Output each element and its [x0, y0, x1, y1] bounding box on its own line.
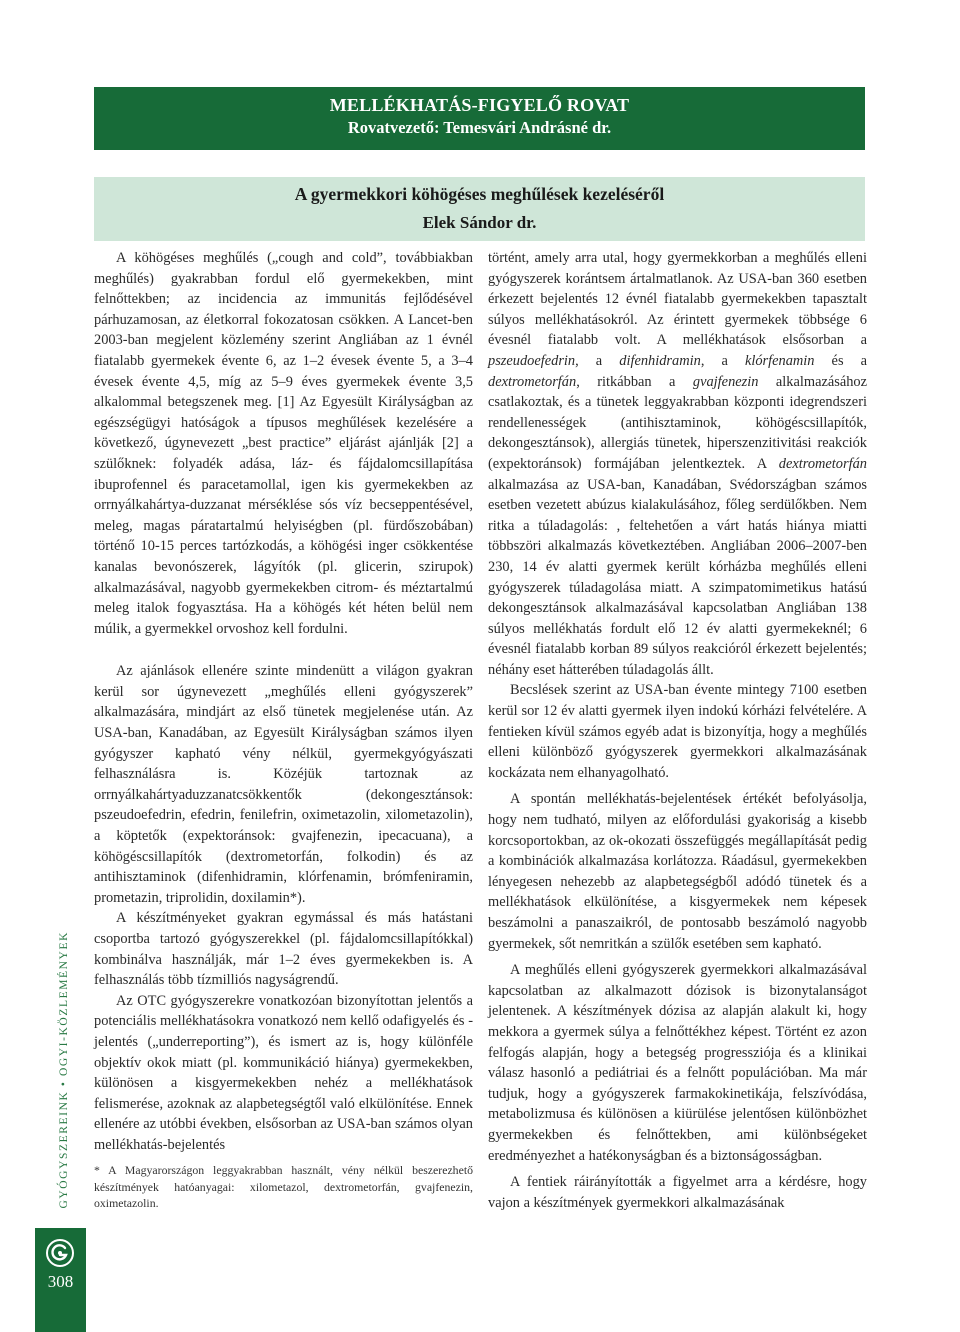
- text-run: , ritkábban a: [576, 373, 693, 390]
- text-run: alkalmazásához csatlakoztak, és a tünetek leggyakrabban központi idegrendszeri rendellenességek (antihisztaminok, köhögéscsillapítók, dekongesztánsok), allergiás tünetek, hiperszenzitivitási reakciók (expektoránsok) formájában jelentkeztek. A: [488, 373, 867, 472]
- paragraph: [488, 248, 867, 680]
- left-column: [94, 248, 473, 1156]
- drug-name: dextrometorfán: [778, 455, 867, 472]
- journal-name: GYÓGYSZEREINK • OGYI-KÖZLEMÉNYEK: [58, 931, 70, 1209]
- article-title: A gyermekkori köhögéses meghűlések kezeléséről: [294, 184, 665, 204]
- drug-name: klórfenamin: [744, 352, 815, 369]
- drug-name: pszeudoefedrin: [488, 352, 576, 369]
- right-column: [488, 248, 867, 1213]
- paragraph: A készítményeket gyakran egymással és más hatástani csoportba tartozó gyógyszerekkel (pl. fájdalomcsillapítókkal) kombinálva használják, már 1–2 éves gyermekekben is. A felhasználás több tízmilliós nagyságrendű.: [94, 910, 473, 989]
- text-run: alkalmazása az USA-ban, Kanadában, Svédországban számos esetben vezetett abúzus kialakulásához, főleg serdülőkben. Nem ritka a túladagolás: , feltehetően a várt hatás hiánya miatti többszöri alkalmazás következtében. Angliában 2006–2007-ben 230, 14 év alatti gyermek került kórházba meghűlés elleni gyógyszerek túladagolása miatt. A szimpatomimetikus hatású dekongesztánsok alkalmazásával kapcsolatban Angliában 138 súlyos mellékhatás fordult elő 12 év alatti gyermekeknél; 6 évesnél fiatalabb korban 89 súlyos reakcióról érkezett bejelentés; néhány eset hátterében túladagolás állt.: [488, 476, 867, 678]
- paragraph: Az OTC gyógyszerekre vonatkozóan bizonyítottan jelentős a potenciális mellékhatásokra vonatkozó nem kellő odafigyelés és -jelentés („underreporting”), és ismert az is, hogy különféle objektív okok miatt (pl. kommunikáció hiánya) gyermekekben, különösen a kisgyermekekben nehéz a mellékhatások felismerése, azoknak az alapbetegségtől való elkülönítése. Ennek ellenére az utóbbi években, elsősorban az USA-ban számos olyan mellékhatás-bejelentés: [94, 992, 473, 1153]
- footnote: * A Magyarországon leggyakrabban használt, vény nélkül beszerezhető készítmények hatóanyagai: xilometazol, dextrometorfán, gvajfenezin, oximetazolin.: [94, 1163, 473, 1210]
- text-run: történt, amely arra utal, hogy gyermekkorban a meghűlés elleni gyógyszerek korántsem ártalmatlanok. Az USA-ban 360 esetben érkezett bejelentés 12 évnél fiatalabb gyermekekben tapasztalt súlyos mellékhatásokról. Az érintett gyermekek többsége 6 évesnél fiatalabb volt. A mellékhatások elsősorban a: [488, 250, 867, 349]
- paragraph: A fentiek ráirányították a figyelmet arra a kérdésre, hogy vajon a készítmények gyermekkori alkalmazásának: [488, 1174, 867, 1211]
- article-header: [94, 177, 865, 241]
- drug-name: gvajfenezin: [692, 373, 759, 390]
- page-number: 308: [47, 1272, 74, 1291]
- drug-name: dextrometorfán: [488, 373, 577, 390]
- ogyi-logo-icon: [45, 1238, 75, 1268]
- journal-sidebar: [52, 920, 76, 1220]
- section-header: [94, 87, 865, 150]
- article-author: Elek Sándor dr.: [422, 213, 537, 232]
- text-run: és a: [814, 352, 867, 369]
- paragraph: A meghűlés elleni gyógyszerek gyermekkori alkalmazásával kapcsolatban az alkalmazott dózisok is bizonytalanságot jelentenek. A készítmények dózisa az alapján alakult ki, hogy mekkora a gyermek súlya a felnőttékhez képest. Történt ez azon felfogás alapján, hogy a betegség progressziója és a klinikai válasz hasonló a pediátriai és a felnőtt populációban. Ma már tudjuk, hogy a gyógyszerek farmakokinetikája, felszívódása, metabolizmusa és különösen a kiürülése jelentősen különbözhet gyermekekben és felnőttekben, ami különbségeket eredményezhet a hatékonyságban és a biztonságosságban.: [488, 962, 867, 1164]
- section-editor: Rovatvezető: Temesvári Andrásné dr.: [347, 118, 612, 137]
- section-title: MELLÉKHATÁS-FIGYELŐ ROVAT: [329, 95, 630, 115]
- text-run: , a: [575, 352, 620, 369]
- text-run: , a: [700, 352, 745, 369]
- drug-name: difenhidramin: [619, 352, 701, 369]
- paragraph: Becslések szerint az USA-ban évente mintegy 7100 esetben kerül sor 12 év alatti gyermek ilyen indokú kórházi felvételére. A fentieken kívül számos egyéb adat is bizonyítja, hogy a meghűlés elleni különböző gyógyszerek gyermekkori alkalmazásának kockázata nem elhanyagolható.: [488, 682, 867, 781]
- paragraph: A köhögéses meghűlés („cough and cold”, továbbiakban meghűlés) gyakrabban fordul elő gyermekekben, mint felnőttekben; az incidencia az immunitás fejlődésével párhuzamosan, az életkorral fokozatosan csökken. A Lancet-ben 2003-ban megjelent közlemény szerint Angliában az 1 évnél fiatalabb gyermekek évente 6, az 1–2 évesek évente 5, a 3–4 évesek évente 4,5, míg az 5–9 éves gyermekek évente 3,5 alkalommal betegszenek meg. [1] Az Egyesült Királyságban az egészségügyi hatóságok a típusos meghűlések kezelésére a következő, úgynevezett „best practice” eljárást ajánlják [2] a szülőknek: folyadék adása, láz- és fájdalomcsillapítása ibuprofennel és paracetamollal, igen kis gyermekekben az orrnyálkahártya-duzzanat mérséklése sós víz becseppentésével, meleg, magas páratartalmú helyiségben (pl. fürdőszobában) történő 10-15 perces tartózkodás, a köhögési inger csökkentése kanalas bevonószerek, lágyítók (pl. glicerin, szirupok) alkalmazásával, nagyobb gyermekekben citrom- és méztartalmú meleg italok fogyasztása. Ha a köhögés két héten belül nem múlik, a gyermekkel orvoshoz kell fordulni.: [94, 250, 473, 637]
- paragraph: Az ajánlások ellenére szinte mindenütt a világon gyakran kerül sor úgynevezett „meghűlés elleni gyógyszerek” alkalmazására, mindjárt az első tünetek megjelenése után. Az USA-ban, Kanadában, az Egyesült Királyságban számos ilyen gyógyszer kapható vény nélkül, gyermekgyógyászati felhasználásra is. Közéjük tartoznak az orrnyálkahártyaduzzanatcsökkentők (dekongesztánsok: pszeudoefedrin, efedrin, fenilefrin, oximetazolin, xilometazolin), a köptetők (expektoránsok: gvajfenezin, ipecacuana), a köhögéscsillapítók (dextrometorfán, folkodin) és az antihisztaminok (difenhidramin, klórfenamin, brómfeniramin, prometazin, triprolidin, doxilamin*).: [94, 663, 473, 906]
- paragraph: A spontán mellékhatás-bejelentések értékét befolyásolja, hogy nem tudható, milyen az előfordulási gyakoriság a kisebb korcsoportokban, az ok-okozati összefüggés megállapítását pedig a kombinációk alkalmazása korlátozza. Ráadásul, gyermekekben lényegesen nehezebb az alapbetegségből adódó tünetek és a mellékhatások elkülönítése, a kisgyermekek nem képesek beszámolni a panaszaikról, de pontosabb beszámoló nagyobb gyermekek, sőt nemritkán a szülők esetében sem kapható.: [488, 791, 867, 952]
- page-tab: [35, 1228, 86, 1332]
